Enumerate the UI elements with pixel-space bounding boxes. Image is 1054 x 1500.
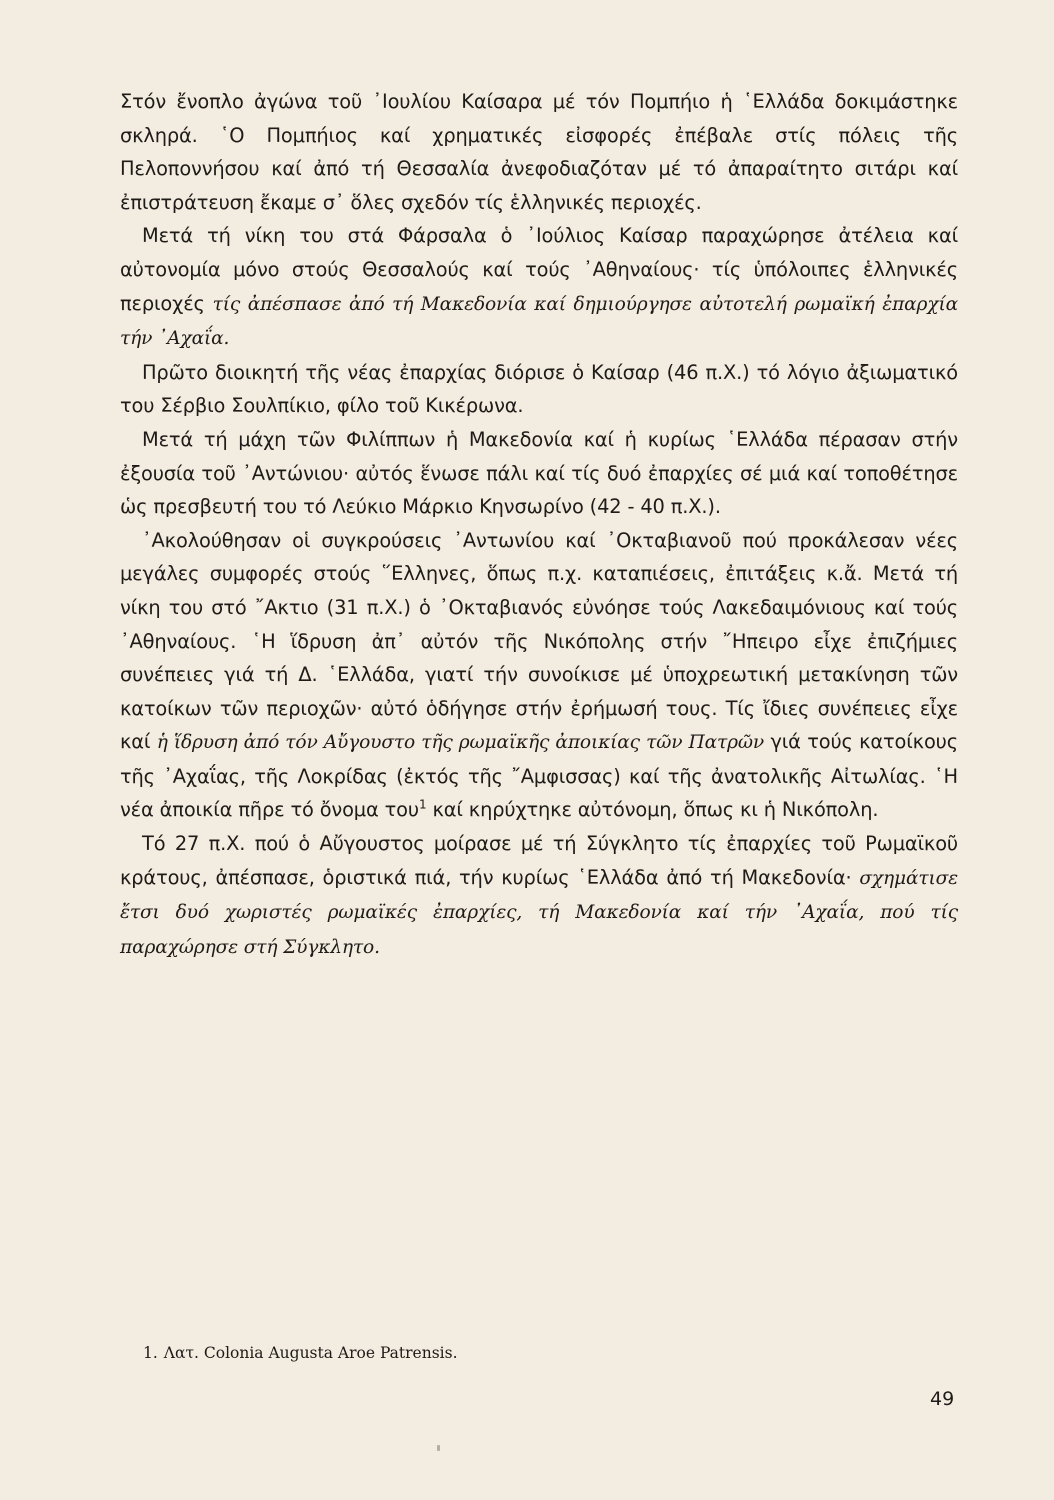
text-run: Τό 27 π.Χ. πού ὁ Αὔγουστος μοίρασε μέ τή Σύγκλητο τίς ἐπαρχίες τοῦ Ρωμαϊκοῦ κράτους, ἀπέσπασε, ὁριστικά πιά, τήν κυρίως ῾Ελλάδα ἀπό τή Μακεδονία· <box>120 832 958 889</box>
text-run: Μετά τή μάχη τῶν Φιλίππων ἡ Μακεδονία καί ἡ κυρίως ῾Ελλάδα πέρασαν στήν ἐξουσία τοῦ ᾿Αντώνιου· αὐτός ἕνωσε πάλι καί τίς δυό ἐπαρχίες σέ μιά καί τοποθέτησε ὡς πρεσβευτή του τό Λεύκιο Μάρκιο Κηνσωρίνο (42 - 40 π.Χ.). <box>120 427 958 519</box>
paper-speck <box>437 1445 440 1451</box>
paragraph <box>120 827 958 964</box>
paragraph <box>120 356 958 423</box>
body-text <box>120 85 958 964</box>
text-run: Πρῶτο διοικητή τῆς νέας ἐπαρχίας διόρισε ὁ Καίσαρ (46 π.Χ.) τό λόγιο ἀξιωματικό του Σέρβιο Σουλπίκιο, φίλο τοῦ Κικέρωνα. <box>120 360 958 418</box>
paragraph <box>120 219 958 355</box>
footnote-marker: 1 <box>418 798 427 812</box>
page-number: 49 <box>930 1388 955 1410</box>
italic-text: σχημάτισε ἔτσι δυό χωριστές ρωμαϊκές ἐπαρχίες, τή Μακεδονία καί τήν ᾿Αχαΐα, πού τίς παραχώρησε στή Σύγκλητο. <box>120 867 958 958</box>
footnote-number: 1. <box>143 1344 158 1362</box>
paragraph <box>120 524 958 827</box>
paragraph <box>120 85 958 219</box>
footnote <box>143 1344 458 1362</box>
footnote-text: Λατ. Colonia Augusta Aroe Patrensis. <box>163 1344 458 1362</box>
italic-text: ἡ ἵδρυση ἀπό τόν Αὔγουστο τῆς ρωμαϊκῆς ἀποικίας τῶν Πατρῶν <box>156 732 765 754</box>
text-run: γιά τούς κατοίκους τῆς ᾿Αχαΐας, τῆς Λοκρίδας (ἐκτός τῆς ῎Αμφισσας) καί τῆς ἀνατολικῆς Αἰτωλίας. ῾Η νέα ἀποικία πῆρε τό ὄνομα του <box>120 730 958 822</box>
text-run: Μετά τή νίκη του στά Φάρσαλα ὁ ᾿Ιούλιος Καίσαρ παραχώρησε ἀτέλεια καί αὐτονομία μόνο στούς Θεσσαλούς καί τούς ᾿Αθηναίους· τίς ὑπόλοιπες ἑλληνικές περιοχές <box>120 224 958 315</box>
text-run: ᾿Ακολούθησαν οἱ συγκρούσεις ᾿Αντωνίου καί ᾿Οκταβιανοῦ πού προκάλεσαν νέες μεγάλες συμφορές στούς ῞Ελληνες, ὅπως π.χ. καταπιέσεις, ἐπιτάξεις κ.ἄ. Μετά τή νίκη του στό ῎Ακτιο (31 π.Χ.) ὁ ᾿Οκταβιανός εὐνόησε τούς Λακεδαιμόνιους καί τούς ᾿Αθηναίους. ῾Η ἵδρυση ἀπ᾿ αὐτόν τῆς Νικόπολης στήν ῎Ηπειρο εἶχε ἐπιζήμιες συνέπειες γιά τή Δ. ῾Ελλάδα, γιατί τήν συνοίκισε μέ ὑποχρεωτική μετακίνηση τῶν κατοίκων τῶν περιοχῶν· αὐτό ὁδήγησε στήν ἐρήμωσή τους. Τίς ἴδιες συνέπειες εἶχε καί <box>120 528 958 754</box>
paragraph <box>120 423 958 524</box>
text-run: καί κηρύχτηκε αὐτόνομη, ὅπως κι ἡ Νικόπολη. <box>426 798 879 822</box>
italic-text: τίς ἀπέσπασε ἀπό τή Μακεδονία καί δημιούργησε αὐτοτελή ρωμαϊκή ἐπαρχία τήν ᾿Αχαΐα. <box>120 293 958 350</box>
text-run: Στόν ἔνοπλο ἀγώνα τοῦ ᾿Ιουλίου Καίσαρα μέ τόν Πομπήιο ἡ ῾Ελλάδα δοκιμάστηκε σκληρά. ῾Ο Πομπήιος καί χρηματικές εἰσφορές ἐπέβαλε στίς πόλεις τῆς Πελοποννήσου καί ἀπό τή Θεσσαλία ἀνεφοδιαζόταν μέ τό ἀπαραίτητο σιτάρι καί ἐπιστράτευση ἔκαμε σ᾿ ὅλες σχεδόν τίς ἑλληνικές περιοχές. <box>120 90 958 214</box>
